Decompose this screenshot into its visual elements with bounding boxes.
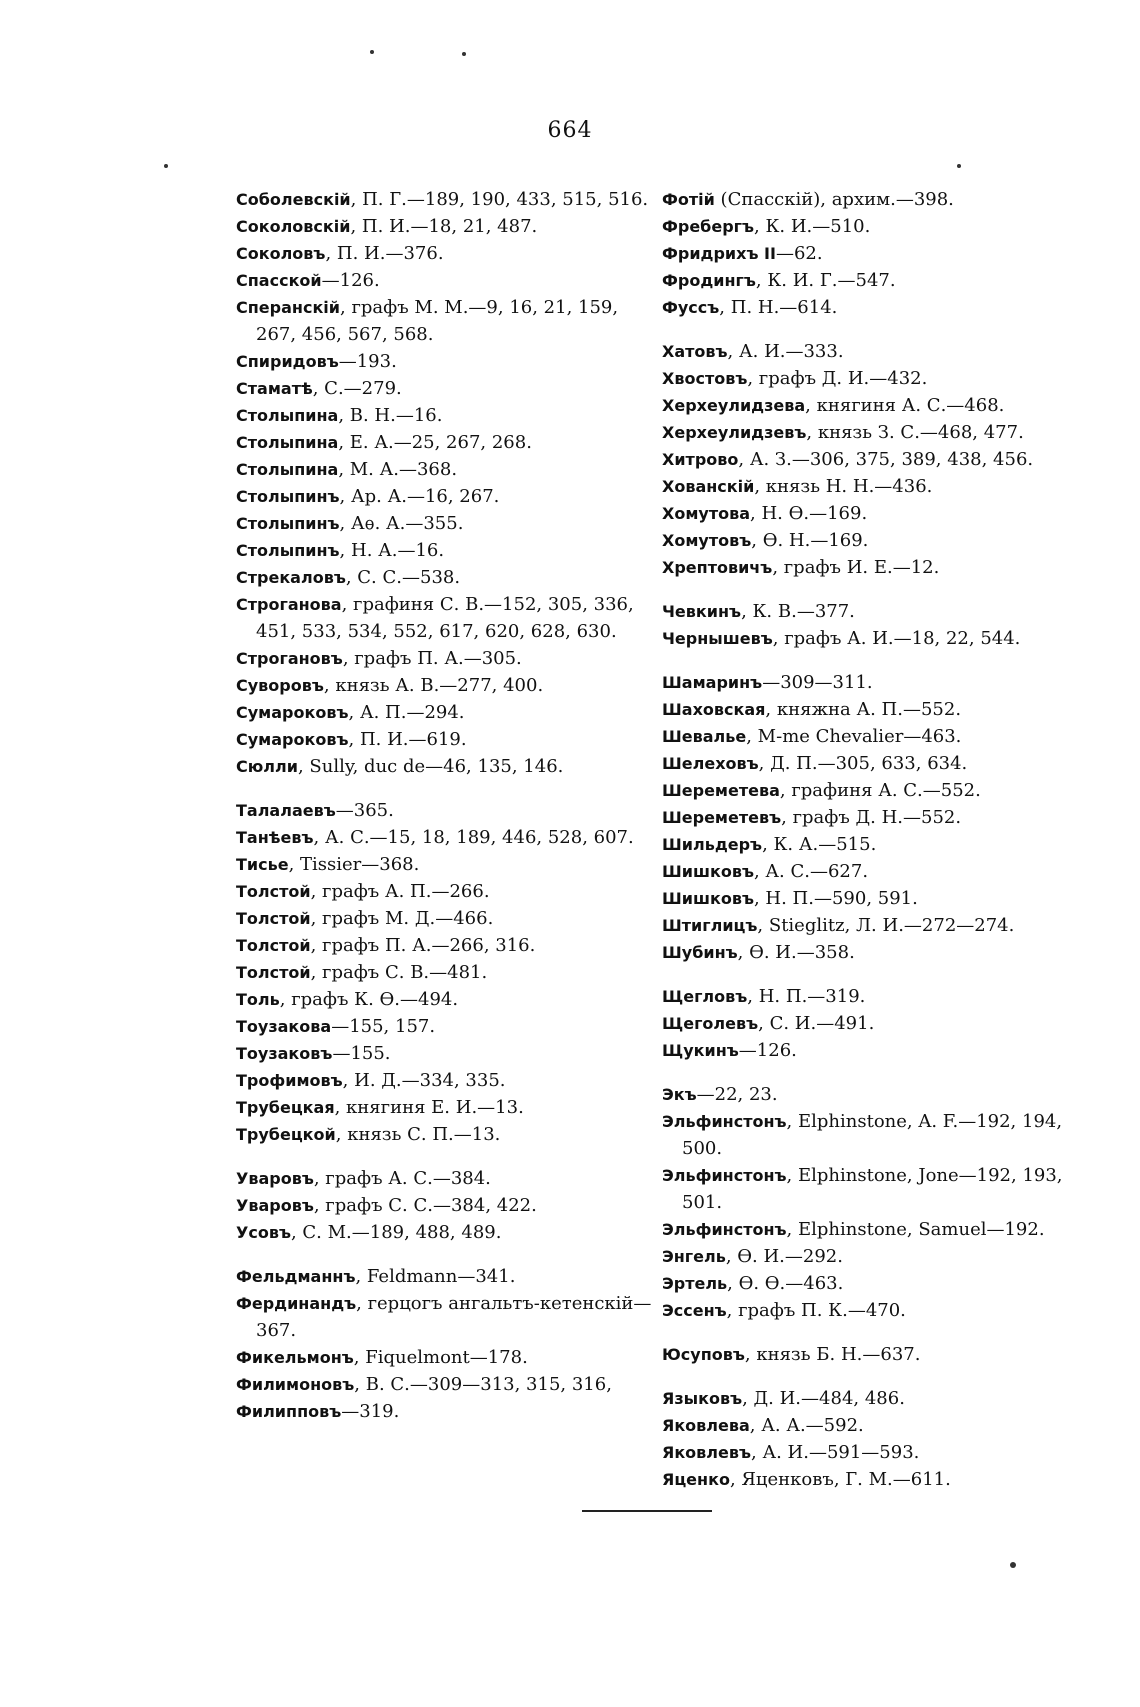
entry-references: —155. [332, 1043, 391, 1064]
entry-name: Эртель [662, 1274, 728, 1293]
entry-name: Щегловъ [662, 987, 748, 1006]
entry-references: , П. Г.—189, 190, 433, 515, 516. [350, 189, 649, 210]
entry-references: , М. А.—368. [338, 459, 458, 480]
index-entry [236, 483, 656, 510]
index-entry [236, 1219, 656, 1246]
entry-name: Соболевскій [236, 190, 351, 209]
entry-name: Фотій [662, 190, 715, 209]
entry-name: Сумароковъ [236, 703, 349, 722]
entry-references: , А. А.—592. [749, 1415, 864, 1436]
index-entry [236, 1290, 656, 1344]
index-entry [236, 726, 656, 753]
index-entry [236, 1013, 656, 1040]
index-entry [236, 699, 656, 726]
index-letter-group [662, 1341, 1082, 1368]
entry-name: Сумароковъ [236, 730, 349, 749]
entry-name: Фельдманнъ [236, 1267, 356, 1286]
entry-name: Стаматѣ [236, 379, 313, 398]
entry-references: , князь З. С.—468, 477. [806, 422, 1024, 443]
index-entry [662, 1412, 1082, 1439]
index-entry [662, 240, 1082, 267]
page-speck [164, 164, 168, 168]
entry-references: —22, 23. [696, 1084, 778, 1105]
entry-name: Спиридовъ [236, 352, 339, 371]
index-entry [662, 1466, 1082, 1493]
index-letter-group [236, 797, 656, 1148]
index-column-left [236, 186, 656, 1442]
entry-name: Толстой [236, 882, 311, 901]
entry-name: Шишковъ [662, 862, 754, 881]
entry-references: , графъ П. А.—266, 316. [310, 935, 536, 956]
entry-name: Усовъ [236, 1223, 291, 1242]
entry-references: , Elphinstone, Samuel—192. [786, 1219, 1045, 1240]
index-entry [236, 564, 656, 591]
entry-name: Щеголевъ [662, 1014, 759, 1033]
entry-name: Фуссъ [662, 298, 720, 317]
entry-name: Соколовскій [236, 217, 351, 236]
entry-references: , князь Б. Н.—637. [744, 1344, 921, 1365]
index-entry [662, 1010, 1082, 1037]
entry-references: , графъ А. И.—18, 22, 544. [772, 628, 1021, 649]
index-entry [236, 1121, 656, 1148]
index-entry [662, 1385, 1082, 1412]
index-entry [662, 1216, 1082, 1243]
entry-references: , А. З.—306, 375, 389, 438, 456. [738, 449, 1034, 470]
entry-references: , графъ М. М.—9, 16, 21, 159, 267, 456, 567, 568. [256, 297, 619, 345]
entry-name: Фребергъ [662, 217, 755, 236]
index-entry [236, 672, 656, 699]
entry-references: , княжна А. П.—552. [765, 699, 962, 720]
index-entry [662, 267, 1082, 294]
entry-references: , П. И.—18, 21, 487. [350, 216, 538, 237]
index-letter-group [662, 1081, 1082, 1324]
entry-name: Уваровъ [236, 1196, 314, 1215]
entry-name: Трубецкой [236, 1125, 336, 1144]
entry-references: , А. П.—294. [348, 702, 465, 723]
index-letter-group [236, 1165, 656, 1246]
page-speck [462, 52, 466, 56]
entry-references: , Ѳ. Ѳ.—463. [727, 1273, 844, 1294]
index-entry [662, 294, 1082, 321]
entry-references: , Н. Ѳ.—169. [750, 503, 868, 524]
index-entry [662, 1270, 1082, 1297]
entry-references: , графъ А. П.—266. [310, 881, 490, 902]
index-entry [662, 723, 1082, 750]
entry-name: Шильдеръ [662, 835, 763, 854]
index-entry [236, 1371, 656, 1398]
index-entry [236, 932, 656, 959]
entry-name: Трофимовъ [236, 1071, 343, 1090]
entry-references: , Tissier—368. [288, 854, 420, 875]
index-entry [236, 375, 656, 402]
page-number: 664 [547, 118, 593, 143]
entry-references: , К. В.—377. [741, 601, 855, 622]
entry-references: , князь А. В.—277, 400. [323, 675, 544, 696]
page-speck [370, 50, 374, 54]
entry-references: , Ѳ. И.—358. [737, 942, 855, 963]
index-entry [236, 402, 656, 429]
entry-references: , А. С.—627. [753, 861, 869, 882]
index-entry [662, 885, 1082, 912]
index-entry [662, 1162, 1082, 1216]
entry-name: Фердинандъ [236, 1294, 357, 1313]
entry-name: Щукинъ [662, 1041, 739, 1060]
entry-name: Юсуповъ [662, 1345, 745, 1364]
entry-references: —309—311. [762, 672, 873, 693]
entry-references: , С. И.—491. [758, 1013, 875, 1034]
entry-name: Шевалье [662, 727, 747, 746]
index-entry [662, 554, 1082, 581]
index-entry [236, 240, 656, 267]
entry-references: , Д. И.—484, 486. [742, 1388, 905, 1409]
entry-references: —126. [321, 270, 380, 291]
entry-name: Яковлева [662, 1416, 750, 1435]
index-entry [662, 912, 1082, 939]
entry-references: , M-me Chevalier—463. [746, 726, 962, 747]
entry-name: Столыпина [236, 406, 339, 425]
entry-references: , П. И.—619. [348, 729, 467, 750]
index-entry [662, 696, 1082, 723]
index-entry [662, 777, 1082, 804]
entry-references: , С.—279. [312, 378, 402, 399]
index-entry [662, 669, 1082, 696]
entry-name: Соколовъ [236, 244, 326, 263]
entry-references: , княгиня Е. И.—13. [334, 1097, 524, 1118]
entry-references: , К. И.—510. [754, 216, 871, 237]
entry-references: , П. Н.—614. [719, 297, 838, 318]
entry-name: Тоузаковъ [236, 1044, 333, 1063]
entry-references: , В. С.—309—313, 315, 316, [354, 1374, 612, 1395]
index-entry [236, 645, 656, 672]
index-entry [236, 1094, 656, 1121]
entry-name: Фродингъ [662, 271, 756, 290]
entry-name: Столыпинъ [236, 514, 340, 533]
index-entry [662, 1108, 1082, 1162]
entry-references: , А. И.—333. [727, 341, 844, 362]
index-entry [662, 1297, 1082, 1324]
index-entry [662, 473, 1082, 500]
index-entry [662, 186, 1082, 213]
entry-references: , графъ Д. Н.—552. [781, 807, 962, 828]
index-entry [662, 500, 1082, 527]
index-entry [236, 591, 656, 645]
entry-references: (Спасскій), архим.—398. [714, 189, 954, 210]
entry-name: Строганова [236, 595, 342, 614]
entry-name: Эльфинстонъ [662, 1220, 787, 1239]
entry-references: , Аѳ. А.—355. [339, 513, 464, 534]
index-entry [236, 1165, 656, 1192]
entry-name: Столыпина [236, 433, 339, 452]
index-entry [236, 878, 656, 905]
entry-references: , князь С. П.—13. [335, 1124, 501, 1145]
entry-name: Спасской [236, 271, 322, 290]
entry-name: Сперанскій [236, 298, 340, 317]
index-letter-group [662, 669, 1082, 966]
index-entry [662, 598, 1082, 625]
index-entry [662, 939, 1082, 966]
index-entry [236, 1192, 656, 1219]
entry-references: , графъ М. Д.—466. [310, 908, 494, 929]
entry-name: Толь [236, 990, 280, 1009]
entry-references: , графъ К. Ѳ.—494. [279, 989, 459, 1010]
entry-references: , Fiquelmont—178. [353, 1347, 528, 1368]
index-entry [662, 527, 1082, 554]
index-entry [662, 750, 1082, 777]
entry-name: Трубецкая [236, 1098, 335, 1117]
entry-name: Талалаевъ [236, 801, 336, 820]
entry-name: Шереметевъ [662, 808, 782, 827]
entry-name: Шубинъ [662, 943, 738, 962]
entry-references: , графъ С. В.—481. [310, 962, 488, 983]
index-entry [662, 1341, 1082, 1368]
entry-name: Танѣевъ [236, 828, 314, 847]
entry-name: Фикельмонъ [236, 1348, 354, 1367]
index-entry [236, 1040, 656, 1067]
index-entry [236, 753, 656, 780]
index-letter-group [662, 338, 1082, 581]
index-entry [236, 294, 656, 348]
entry-references: , П. И.—376. [325, 243, 444, 264]
index-entry [662, 392, 1082, 419]
entry-references: , князь Н. Н.—436. [754, 476, 933, 497]
index-entry [236, 510, 656, 537]
index-entry [236, 1344, 656, 1371]
entry-name: Суворовъ [236, 676, 324, 695]
entry-references: , Ѳ. И.—292. [725, 1246, 843, 1267]
entry-references: , Stieglitz, Л. И.—272—274. [757, 915, 1015, 936]
entry-name: Тоузакова [236, 1017, 332, 1036]
page-speck [957, 164, 961, 168]
entry-references: , В. Н.—16. [338, 405, 443, 426]
entry-references: —193. [338, 351, 397, 372]
index-letter-group [662, 598, 1082, 652]
entry-name: Шелеховъ [662, 754, 759, 773]
index-entry [236, 348, 656, 375]
entry-name: Эльфинстонъ [662, 1112, 787, 1131]
entry-name: Уваровъ [236, 1169, 314, 1188]
entry-name: Шамаринъ [662, 673, 763, 692]
entry-references: —365. [335, 800, 394, 821]
entry-name: Тисье [236, 855, 289, 874]
index-entry [236, 429, 656, 456]
index-entry [662, 419, 1082, 446]
index-entry [662, 1243, 1082, 1270]
entry-references: , А. И.—591—593. [751, 1442, 920, 1463]
page-speck [1010, 1562, 1016, 1568]
entry-name: Филимоновъ [236, 1375, 355, 1394]
index-column-right [662, 186, 1082, 1510]
index-entry [662, 365, 1082, 392]
entry-name: Хитрово [662, 450, 739, 469]
index-entry [236, 186, 656, 213]
entry-references: , Ѳ. Н.—169. [751, 530, 869, 551]
entry-name: Эссенъ [662, 1301, 727, 1320]
entry-references: , графъ Д. И.—432. [747, 368, 928, 389]
entry-name: Столыпина [236, 460, 339, 479]
index-entry [662, 983, 1082, 1010]
entry-references: , Sully, duc de—46, 135, 146. [297, 756, 564, 777]
entry-references: , К. А.—515. [762, 834, 877, 855]
entry-references: , графъ И. Е.—12. [772, 557, 940, 578]
entry-references: , Н. А.—16. [339, 540, 445, 561]
entry-name: Штиглицъ [662, 916, 758, 935]
entry-name: Хвостовъ [662, 369, 748, 388]
entry-name: Шишковъ [662, 889, 754, 908]
entry-references: , графиня А. С.—552. [779, 780, 981, 801]
entry-name: Хатовъ [662, 342, 728, 361]
index-entry [662, 831, 1082, 858]
entry-references: , К. И. Г.—547. [755, 270, 896, 291]
index-letter-group [236, 186, 656, 780]
entry-references: , Е. А.—25, 267, 268. [338, 432, 532, 453]
end-rule [582, 1510, 712, 1512]
entry-references: , княгиня А. С.—468. [805, 395, 1005, 416]
index-entry [236, 213, 656, 240]
index-entry [236, 797, 656, 824]
index-entry [662, 804, 1082, 831]
entry-name: Хрептовичъ [662, 558, 773, 577]
entry-references: —62. [775, 243, 823, 264]
entry-references: , графиня С. В.—152, 305, 336, 451, 533, 534, 552, 617, 620, 628, 630. [256, 594, 634, 642]
entry-name: Чевкинъ [662, 602, 742, 621]
index-entry [236, 851, 656, 878]
index-entry [236, 905, 656, 932]
entry-name: Херхеулидзева [662, 396, 806, 415]
entry-name: Экъ [662, 1085, 697, 1104]
entry-references: , графъ А. С.—384. [313, 1168, 491, 1189]
entry-references: , И. Д.—334, 335. [342, 1070, 506, 1091]
entry-references: , С. М.—189, 488, 489. [290, 1222, 502, 1243]
index-entry [662, 338, 1082, 365]
entry-references: , графъ С. С.—384, 422. [313, 1195, 537, 1216]
entry-name: Стрекаловъ [236, 568, 346, 587]
entry-name: Строгановъ [236, 649, 343, 668]
entry-references: , Яценковъ, Г. М.—611. [729, 1469, 951, 1490]
entry-name: Сюлли [236, 757, 298, 776]
entry-name: Эльфинстонъ [662, 1166, 787, 1185]
index-entry [662, 625, 1082, 652]
entry-references: , Feldmann—341. [355, 1266, 516, 1287]
index-entry [236, 1067, 656, 1094]
entry-name: Хомутовъ [662, 531, 752, 550]
index-entry [236, 1398, 656, 1425]
index-entry [236, 267, 656, 294]
index-entry [662, 858, 1082, 885]
entry-references: —155, 157. [331, 1016, 436, 1037]
index-entry [236, 456, 656, 483]
entry-name: Чернышевъ [662, 629, 773, 648]
entry-name: Энгель [662, 1247, 726, 1266]
entry-name: Фридрихъ II [662, 244, 776, 263]
entry-name: Языковъ [662, 1389, 743, 1408]
entry-references: , Ар. А.—16, 267. [339, 486, 500, 507]
index-entry [236, 986, 656, 1013]
entry-name: Хомутова [662, 504, 751, 523]
entry-references: , Н. П.—590, 591. [753, 888, 918, 909]
entry-name: Шереметева [662, 781, 780, 800]
entry-name: Яковлевъ [662, 1443, 752, 1462]
entry-name: Толстой [236, 909, 311, 928]
entry-references: , С. С.—538. [345, 567, 461, 588]
entry-name: Херхеулидзевъ [662, 423, 807, 442]
entry-name: Филипповъ [236, 1402, 342, 1421]
entry-references: , герцогъ ангальтъ-кетенскій—367. [256, 1293, 652, 1341]
entry-name: Яценко [662, 1470, 730, 1489]
entry-references: , графъ П. А.—305. [342, 648, 522, 669]
entry-name: Столыпинъ [236, 487, 340, 506]
index-letter-group [662, 1385, 1082, 1493]
index-entry [662, 1439, 1082, 1466]
entry-name: Толстой [236, 963, 311, 982]
entry-references: , Elphinstone, Jone—192, 193, 501. [682, 1165, 1063, 1213]
index-letter-group [662, 983, 1082, 1064]
index-entry [236, 824, 656, 851]
index-entry [236, 959, 656, 986]
entry-references: —319. [341, 1401, 400, 1422]
index-letter-group [662, 186, 1082, 321]
entry-references: —126. [738, 1040, 797, 1061]
index-entry [662, 446, 1082, 473]
entry-references: , Д. П.—305, 633, 634. [758, 753, 968, 774]
index-entry [662, 1081, 1082, 1108]
entry-references: , графъ П. К.—470. [726, 1300, 906, 1321]
entry-references: , А. С.—15, 18, 189, 446, 528, 607. [313, 827, 634, 848]
index-entry [662, 213, 1082, 240]
entry-references: , Н. П.—319. [747, 986, 866, 1007]
index-entry [236, 537, 656, 564]
entry-name: Толстой [236, 936, 311, 955]
entry-name: Шаховская [662, 700, 766, 719]
entry-name: Хованскій [662, 477, 755, 496]
entry-references: , Elphinstone, A. F.—192, 194, 500. [682, 1111, 1063, 1159]
index-letter-group [236, 1263, 656, 1425]
index-entry [236, 1263, 656, 1290]
entry-name: Столыпинъ [236, 541, 340, 560]
index-entry [662, 1037, 1082, 1064]
